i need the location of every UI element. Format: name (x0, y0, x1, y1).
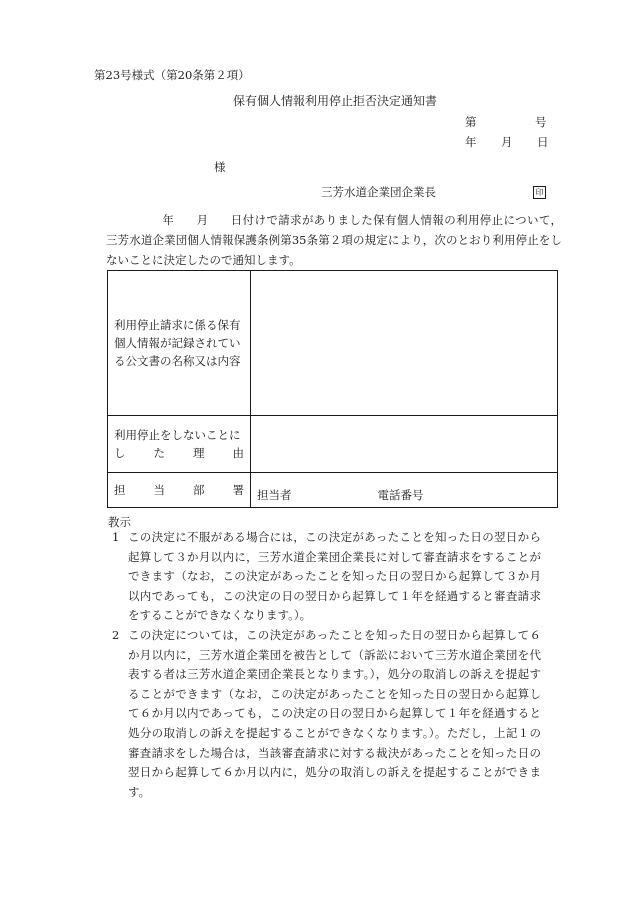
table-row (108, 416, 558, 473)
instruction-number: 2 (112, 628, 120, 642)
issuer-name: 三芳水道企業団企業長 (321, 185, 436, 199)
instruction-text: この決定については，この決定があったことを知った日の翌日から起算して６か月以内に，三芳水道企業団を被告として（訴訟において三芳水道企業団を代表する者は三芳水道企業団企業長となります。），処分の取消しの訴えを提起することができます（なお，この決定があったことを知った日の翌日から起算して６か月以内であっても，この決定の日の翌日から起算して１年を経過すると処分の取消しの訴えを提起することができなくなります。）。ただし，上記１の審査請求をした場合は，当該審査請求に対する裁決があったことを知った日の翌日から起算して６か月以内に，処分の取消しの訴えを提起することができます。 (128, 628, 541, 799)
table-row (108, 473, 558, 508)
intro-month-label: 月 (196, 213, 209, 227)
department-contact (251, 473, 558, 508)
intro-paragraph (106, 210, 562, 270)
info-table (107, 270, 558, 508)
intro-year-label: 年 (162, 213, 175, 227)
department-label: 担当部署 (108, 473, 251, 508)
reason-label (108, 416, 251, 473)
reason-value (251, 416, 558, 473)
instruction-text: この決定に不服がある場合には，この決定があったことを知った日の翌日から起算して３か月以内に，三芳水道企業団企業長に対して審査請求をすることができます（なお，この決定があったことを知った日の翌日から起算して３か月以内であっても，この決定の日の翌日から起算して１年を経過すると審査請求をすることができなくなります。）。 (128, 530, 541, 623)
document-name-label: 利用停止請求に係る保有個人情報が記録されている公文書の名称又は内容 (108, 271, 251, 416)
reason-label-line2: した理由 (114, 446, 244, 460)
list-item (112, 528, 541, 626)
list-item (112, 626, 541, 802)
doc-number-suffix: 号 (535, 115, 547, 129)
seal-mark: 印 (533, 186, 546, 199)
contact-tel-label: 電話番号 (377, 488, 424, 502)
instruction-number: 1 (112, 530, 120, 544)
date-day-label: 日 (537, 135, 549, 149)
document-name-value (251, 271, 558, 416)
table-row (108, 271, 558, 416)
intro-text: 日付けで請求がありました保有個人情報の利用停止について，三芳水道企業団個人情報保護条例第35条第２項の規定により，次のとおり利用停止をしないことに決定したので通知します。 (106, 213, 562, 267)
reason-label-line1: 利用停止をしないことに (114, 428, 241, 442)
document-title: 保有個人情報利用停止拒否決定通知書 (233, 94, 438, 108)
doc-number-prefix: 第 (465, 115, 477, 129)
recipient-suffix: 様 (214, 160, 226, 174)
date-month-label: 月 (501, 135, 513, 149)
contact-person-label: 担当者 (257, 488, 292, 502)
instructions-heading: 教示 (108, 515, 131, 529)
date-year-label: 年 (465, 135, 477, 149)
form-number: 第23号様式（第20条第２項） (94, 68, 250, 82)
